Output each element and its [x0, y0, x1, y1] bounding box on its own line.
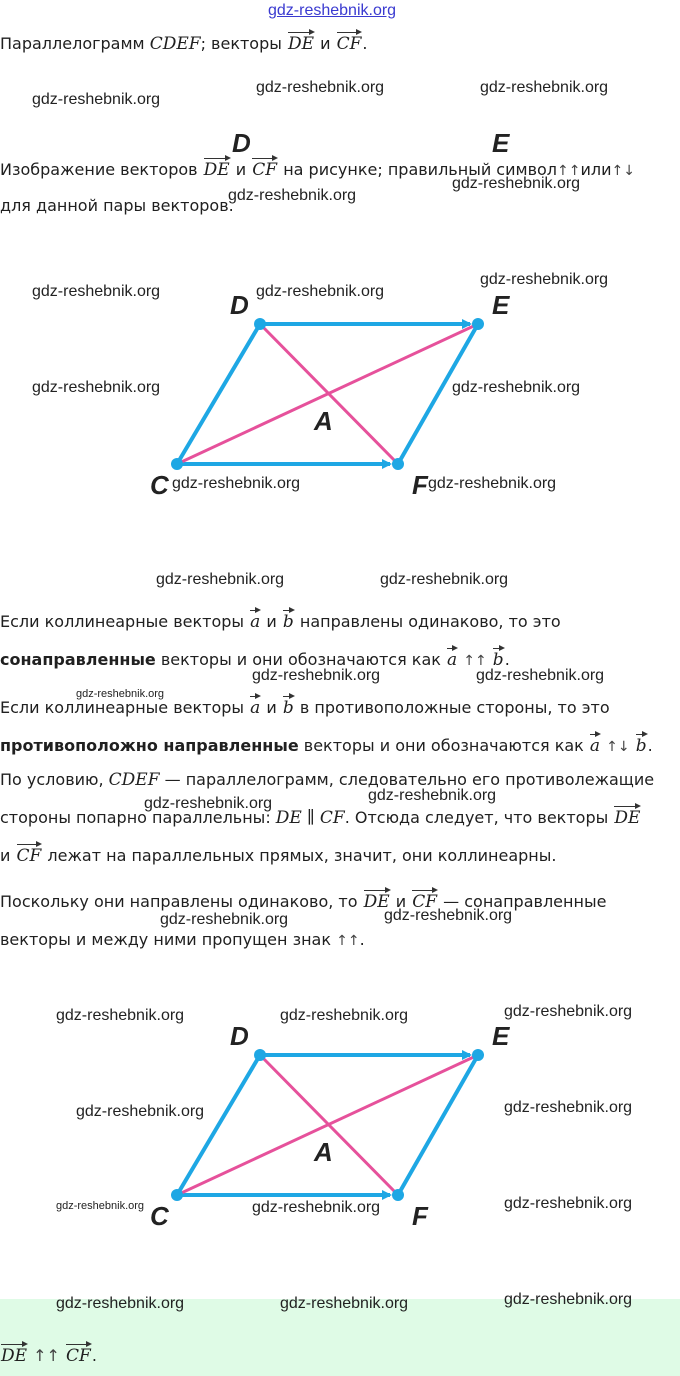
point-f [392, 458, 404, 470]
vector-b: b [282, 612, 294, 632]
watermark: gdz-reshebnik.org [504, 1003, 633, 1020]
p4-text-b: — сонаправленные [443, 892, 607, 911]
condition-end: . [362, 34, 368, 53]
label-e-2: E [492, 1021, 510, 1051]
figure-name: CDEF [149, 34, 201, 54]
label-d-2: D [230, 1021, 249, 1051]
task-vector-de: DE [203, 160, 230, 180]
label-c-2: C [150, 1201, 169, 1231]
explanation-p1-line1 [0, 612, 680, 632]
segment-cf: CF [319, 808, 345, 828]
p3-text-b: — параллелограмм, следовательно его противолежащие [164, 770, 655, 789]
answer-symbol: ↑↑ [33, 1346, 60, 1365]
vector-b-2: b [492, 650, 504, 670]
vector-b-4: b [635, 736, 647, 756]
label-d: D [230, 290, 249, 320]
symbol-codirected: ↑↑ [557, 163, 581, 179]
vector-a-4: a [589, 736, 601, 756]
point-e [472, 318, 484, 330]
label-f-2: F [412, 1201, 428, 1231]
p1-text-c: векторы и они обозначаются как [160, 650, 441, 669]
point-c-2 [171, 1189, 183, 1201]
watermark: gdz-reshebnik.org [280, 1007, 409, 1024]
p3-text-e: и [0, 846, 11, 865]
p3-text-a: По условию, [0, 770, 104, 789]
answer-line [0, 1346, 680, 1366]
symbol-codirected-2: ↑↑ [463, 653, 487, 669]
parallel-symbol: ∥ [306, 808, 315, 828]
p3-text-c: стороны попарно параллельны: [0, 808, 271, 827]
watermark: gdz-reshebnik.org [428, 475, 557, 492]
side-fe-2 [398, 1055, 478, 1195]
p3-text-f: лежат на параллельных прямых, значит, они коллинеарны. [47, 846, 557, 865]
task-conj: и [235, 160, 247, 179]
watermark: gdz-reshebnik.org [504, 1291, 633, 1308]
watermark: gdz-reshebnik.org [252, 1199, 381, 1216]
term-opposite: противоположно направленные [0, 736, 299, 755]
watermark: gdz-reshebnik.org [480, 79, 609, 96]
p3-vector-cf: CF [16, 846, 42, 866]
task-line-2: для данной пары векторов. [0, 196, 234, 215]
explanation-p3-line3 [0, 846, 680, 866]
answer-vector-de: DE [1, 1346, 28, 1366]
watermark: gdz-reshebnik.org [32, 283, 161, 300]
label-e: E [492, 290, 510, 320]
vector-a-3: a [250, 698, 261, 718]
p2-and: и [266, 698, 277, 717]
segment-de: DE [275, 808, 302, 828]
task-suffix: на рисунке; правильный символ [283, 160, 558, 179]
watermark: gdz-reshebnik.org [476, 667, 605, 684]
watermark: gdz-reshebnik.org [76, 1103, 205, 1120]
explanation-p3-line1 [0, 770, 680, 790]
explanation-p1-line2: сонаправленные векторы и они обозначаются как a ↑↑ b. [0, 650, 510, 670]
task-or: или [580, 160, 612, 179]
symbol-codirected-3: ↑↑ [336, 933, 360, 949]
watermark: gdz-reshebnik.org [452, 175, 581, 192]
watermark: gdz-reshebnik.org [56, 1295, 185, 1312]
diagonal-ce-2 [177, 1055, 478, 1195]
explanation-p4-line1 [0, 892, 680, 912]
watermark: gdz-reshebnik.org [144, 795, 273, 812]
p4-vector-de: DE [363, 892, 390, 912]
p3-vector-de: DE [614, 808, 641, 828]
conj: и [320, 34, 331, 53]
label-a: A [314, 406, 333, 436]
watermark: gdz-reshebnik.org [56, 1200, 145, 1212]
watermark: gdz-reshebnik.org [380, 571, 509, 588]
side-cd [177, 324, 260, 464]
watermark: gdz-reshebnik.org [384, 907, 513, 924]
point-d [254, 318, 266, 330]
p2-text-b: в противоположные стороны, то это [299, 698, 610, 717]
p3-figure: CDEF [108, 770, 160, 790]
point-f-2 [392, 1189, 404, 1201]
p2-text-a: Если коллинеарные векторы [0, 698, 245, 717]
symbol-opposite: ↑↓ [611, 163, 635, 179]
p4-vector-cf: CF [412, 892, 438, 912]
label-f: F [412, 470, 428, 500]
watermark: gdz-reshebnik.org [156, 571, 285, 588]
diagonal-ce [177, 324, 478, 464]
watermark: gdz-reshebnik.org [256, 283, 385, 300]
p4-text-a: Поскольку они направлены одинаково, то [0, 892, 358, 911]
explanation-p3-line2 [0, 808, 680, 828]
ghost-label-d: D [232, 128, 251, 158]
watermark: gdz-reshebnik.org [56, 1007, 185, 1024]
explanation-p4-line2 [0, 930, 680, 951]
p4-end: . [359, 930, 365, 949]
ghost-label-e: E [492, 128, 510, 158]
watermark: gdz-reshebnik.org [228, 187, 357, 204]
site-watermark-link[interactable]: gdz-reshebnik.org [268, 2, 397, 19]
condition-mid: ; векторы [200, 34, 282, 53]
vector-cf: CF [336, 34, 362, 54]
vector-a: a [250, 612, 261, 632]
task-prefix: Изображение векторов [0, 160, 198, 179]
watermark: gdz-reshebnik.org [504, 1195, 633, 1212]
condition-prefix: Параллелограмм [0, 34, 145, 53]
answer-end: . [91, 1346, 97, 1365]
watermark: gdz-reshebnik.org [252, 667, 381, 684]
p1-and: и [266, 612, 277, 631]
answer-vector-cf: CF [66, 1346, 91, 1366]
side-cd-2 [177, 1055, 260, 1195]
watermark: gdz-reshebnik.org [480, 271, 609, 288]
condition-line [0, 34, 680, 54]
p4-text-c: векторы и между ними пропущен знак [0, 930, 331, 949]
vector-b-3: b [282, 698, 294, 718]
point-d-2 [254, 1049, 266, 1061]
vector-de: DE [287, 34, 315, 54]
term-codirected: сонаправленные [0, 650, 156, 669]
watermark: gdz-reshebnik.org [172, 475, 301, 492]
p4-and: и [395, 892, 407, 911]
watermark: gdz-reshebnik.org [32, 91, 161, 108]
label-a-2: A [314, 1137, 333, 1167]
p1-text-b: направлены одинаково, то это [299, 612, 561, 631]
watermark: gdz-reshebnik.org [280, 1295, 409, 1312]
explanation-p2-line2: противоположно направленные векторы и они обозначаются как a ↑↓ b. [0, 736, 653, 756]
p2-text-c: векторы и они обозначаются как [303, 736, 584, 755]
watermark: gdz-reshebnik.org [452, 379, 581, 396]
watermark: gdz-reshebnik.org [368, 787, 497, 804]
point-c [171, 458, 183, 470]
task-vector-cf: CF [252, 160, 278, 180]
watermark: gdz-reshebnik.org [504, 1099, 633, 1116]
point-e-2 [472, 1049, 484, 1061]
label-c: C [150, 470, 169, 500]
p3-text-d: . Отсюда следует, что векторы [344, 808, 609, 827]
explanation-p2-line1 [0, 698, 680, 718]
vector-a-2: a [447, 650, 458, 670]
p1-text-a: Если коллинеарные векторы [0, 612, 245, 631]
symbol-opposite-2: ↑↓ [606, 739, 630, 755]
watermark: gdz-reshebnik.org [256, 79, 385, 96]
watermark: gdz-reshebnik.org [76, 688, 165, 700]
watermark: gdz-reshebnik.org [160, 911, 289, 928]
watermark: gdz-reshebnik.org [32, 379, 161, 396]
